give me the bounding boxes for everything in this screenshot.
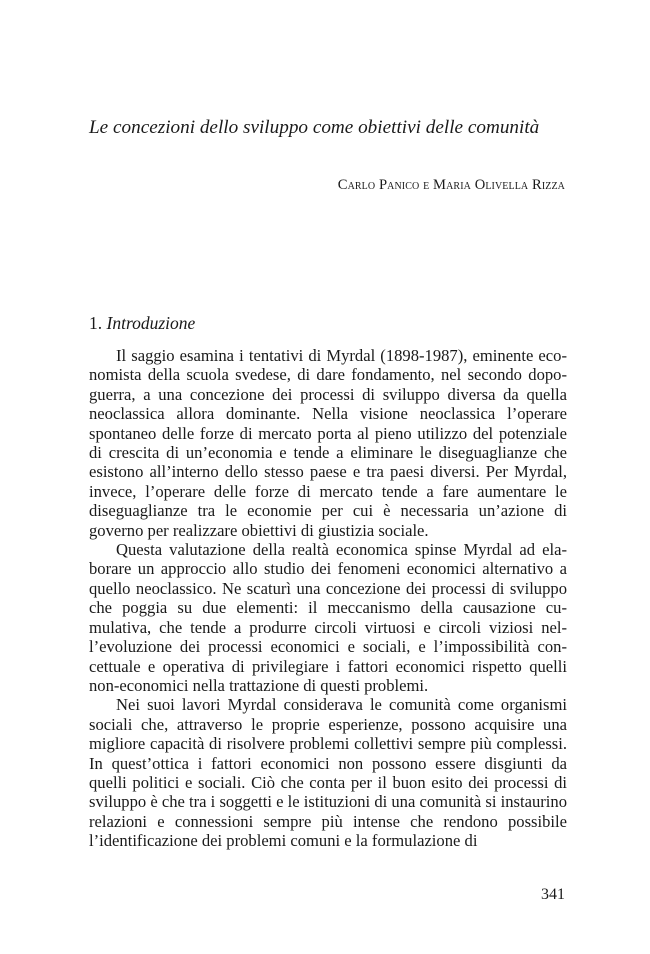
- article-title: Le concezioni dello sviluppo come obiettivi delle comunità: [89, 117, 540, 138]
- section-number: 1.: [89, 313, 103, 333]
- paragraph: Questa valutazione della realtà economica spinse Myrdal ad elaborare un approccio allo studio dei fenomeni economici alternativo a quello neoclassico. Ne scaturì una concezione dei processi di sviluppo che poggia su due elementi: il meccanismo della causazione cumulativa, che tende a produrre circoli virtuosi e circoli viziosi nell’evoluzione dei processi economici e sociali, e l’impossibilità concettuale e operativa di privilegiare i fattori economici rispetto quelli non-economici nella trattazione di questi problemi.: [89, 540, 567, 695]
- section-title: Introduzione: [106, 313, 196, 333]
- document-page: [89, 0, 567, 954]
- page-number: 341: [541, 886, 565, 903]
- paragraph: Il saggio esamina i tentativi di Myrdal (1898-1987), eminente economista della scuola svedese, di dare fondamento, nel secondo dopoguerra, a una concezione dei processi di sviluppo diversa da quella neoclassica allora dominante. Nella visione neoclassica l’operare spontaneo delle forze di mercato porta al pieno utilizzo del potenziale di crescita di un’economia e tende a eliminare le diseguaglianze che esistono all’interno dello stesso paese e tra paesi diversi. Per Myrdal, invece, l’operare delle forze di mercato tende a fare aumentare le diseguaglianze tra le economie per cui è necessaria un’azione di governo per realizzare obiettivi di giustizia sociale.: [89, 346, 567, 540]
- paragraph: Nei suoi lavori Myrdal considerava le comunità come organismi sociali che, attraverso le proprie esperienze, possono acquisire una migliore capacità di risolvere problemi collettivi sempre più complessi. In quest’ottica i fattori economici non possono essere disgiunti da quelli politici e sociali. Ciò che conta per il buon esito dei processi di sviluppo è che tra i soggetti e le istituzioni di una comunità si instaurino relazioni e connessioni sempre più intense che rendono possibile l’identificazione dei problemi comuni e la formulazione di: [89, 695, 567, 851]
- section-heading: [89, 312, 195, 334]
- article-authors: Carlo Panico e Maria Olivella Rizza: [337, 177, 565, 193]
- body-text: [89, 346, 567, 851]
